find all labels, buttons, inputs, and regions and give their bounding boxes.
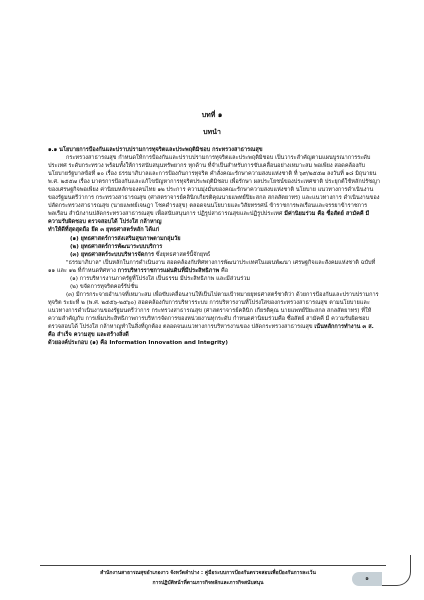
page-number: ๑ [352, 572, 382, 586]
paragraph-governance [48, 259, 380, 275]
footer-corner-decoration [380, 555, 411, 586]
paragraph-policy-text: กระทรวงสาธารณสุข กำหนดให้การป้องกันและปราบปรามการทุจริตและประพฤติมิชอบ เป็นวาระสำคัญตามแผนบูรณาการระดับประเทศ ระดับกระทรวง พร้อมทั้งให้การสนับสนุนทรัพยากร ทุกด้าน ที่จำเป็นสำหรับการขับเคลื่อนอย่างเหมาะสม พอเพียง สอดคล้องกับนโยบายรัฐบาลข้อที่ ๑๐ เรื่อง ธรรมาภิบาลและการป้องกันการทุจริต คำสั่งคณะรักษาความสงบแห่งชาติ ที่ ๖๙/๒๕๕๗ ลงวันที่ ๑๘ มิถุนายน พ.ศ. ๒๕๕๗ เรื่อง มาตรการป้องกันและแก้ไขปัญหาการทุจริตประพฤติมิชอบ เพื่อรักษา ผลประโยชน์ของประเทศชาติ ประยุกต์ใช้หลักปรัชญาของเศรษฐกิจพอเพียง ค่านิยมหลักของคนไทย ๑๒ ประการ ความมุ่งมั่นของคณะรักษาความสงบแห่งชาติ นโยบาย แนวทางการดำเนินงานของรัฐมนตรีว่าการ กระทรวงสาธารณสุข (ศาสตราจารย์คลินิกเกียรติคุณนายแพทย์ปิยะสกล สกลสัตยาทร) และแนวทางการ ดำเนินงานของปลัดกระทรวงสาธารณสุข (นายแพทย์เจษฎา โชคดำรงสุข) ตลอดจนนโยบายและวิสัยทรรศน์ ข้าราชการพลเรือนและจรรยาข้าราชการพลเรือน สำนักงานปลัดกระทรวงสาธารณสุข เพื่อสนับสนุนการ ปฏิรูปสาธารณสุขและปฏิรูปประเทศ [48, 155, 380, 218]
paragraph-policy-values: มีค่านิยมร่วม คือ ซื่อสัตย์ สามัคคี มีความรับผิดชอบ ตรวจสอบได้ โปร่งใส กล้าหาญ [48, 211, 370, 226]
strategy-item-tail: ซึ่งยุทธศาสตร์นี้จักยุทธ์ [155, 251, 211, 258]
chapter-number: บทที่ ๑ [201, 111, 223, 119]
footer-line-1: สำนักงานสาธารณสุขอำเภองาว จังหวัดลำปาง : คู่มือระบบการป้องกันตรวจสอบเพื่อป้องกันการละเว้น [100, 570, 316, 576]
strategy-item: (๑) ยุทธศาสตร์การส่งเสริมสุขภาพตามกลุ่มวัย [70, 235, 181, 242]
paragraph-decentralize-text: (๓) มีการกระจายอำนาจที่เหมาะสม เพื่อขับเคลื่อนงานให้เป็นไปตามเป้าหมายยุทธศาสตร์ชาติว่า ด้วยการป้องกันและปราบปรามการทุจริต ระยะที่ ๒ (พ.ศ. ๒๕๕๖-๒๕๖๐) สอดคล้องกับการบริหารระบบ การบริหารงานที่โปร่งใสของกระทรวงสาธารณสุข ตามนโยบายและแนวทางการดำเนินงานของรัฐมนตรีว่าการ กระทรวงสาธารณสุข (ศาสตราจารย์คลินิก เกียรติคุณ นายแพทย์ปิยะสกล สกลสัตยาทร) ที่ให้ความสำคัญกับ การเพิ่มประสิทธิภาพการบริหารจัดการของหน่วยงานทุกระดับ กำหนดค่านิยมร่วมคือ ซื่อสัตย์ สามัคคี มี ความรับผิดชอบ ตรวจสอบได้ โปร่งใส กล้าหาญทำในสิ่งที่ถูกต้อง ตลอดจนแนวทางการบริหารงานของ ปลัดกระทรวงสาธารณสุข [48, 291, 379, 331]
strategy-item-3 [48, 251, 380, 259]
paragraph-decentralize [48, 291, 380, 339]
governance-item: (๒) ขจัดการทุจริตคอร์รัปชั่น [70, 283, 138, 290]
strategy-item: (๒) ยุทธศาสตร์การพัฒนาระบบบริการ [70, 243, 163, 250]
governance-item: (๑) การบริหารงานภาครัฐที่โปร่งใส เป็นธรรม มีประสิทธิภาพ และมีส่วนร่วม [70, 275, 251, 282]
paragraph-governance-emph: การบริหารราชการแผ่นดินที่มีประสิทธิภาพ [117, 267, 220, 274]
section-body [48, 146, 380, 347]
footer [48, 568, 368, 588]
section-heading: ๑.๑ นโยบายการป้องกันและปราบปรามการทุจริตและประพฤติมิชอบ กระทรวงสาธารณสุข [48, 147, 263, 153]
paragraph-governance-text: "ธรรมาภิบาล" เป็นหลักในการดำเนินงาน สอดคล้องกับทิศทางการพัฒนาประเทศในแผนพัฒนา เศรษฐกิจและสังคมแห่งชาติ ฉบับที่ ๑๑ และ ๑๒ ที่กำหนดทิศทาง [48, 259, 376, 274]
footer-divider [40, 565, 386, 566]
paragraph-components: ด้วยองค์ประกอบ (๑) คือ Information Innovation and Integrity) [48, 340, 228, 347]
chapter-title: บทนำ [203, 128, 221, 136]
paragraph-decentralize-emph: เน้นหลักการทำงาน ๓ ส. คือ สำเร็จ ความสุข และสร้างสิ่งดี [48, 324, 374, 339]
strategy-intro: ทำให้ดีที่สุดสุดถือ ยึด ๓ ยุทธศาสตร์หลัก ได้แก่ [48, 227, 159, 234]
paragraph-governance-tail: คือ [220, 267, 229, 274]
strategy-item-label: (๓) ยุทธศาสตร์ระบบบริหารจัดการ [70, 251, 154, 258]
paragraph-policy [48, 154, 380, 226]
footer-line-2: การปฏิบัติหน้าที่ตามภารกิจหลักและภารกิจสนับสนุน [152, 580, 264, 586]
